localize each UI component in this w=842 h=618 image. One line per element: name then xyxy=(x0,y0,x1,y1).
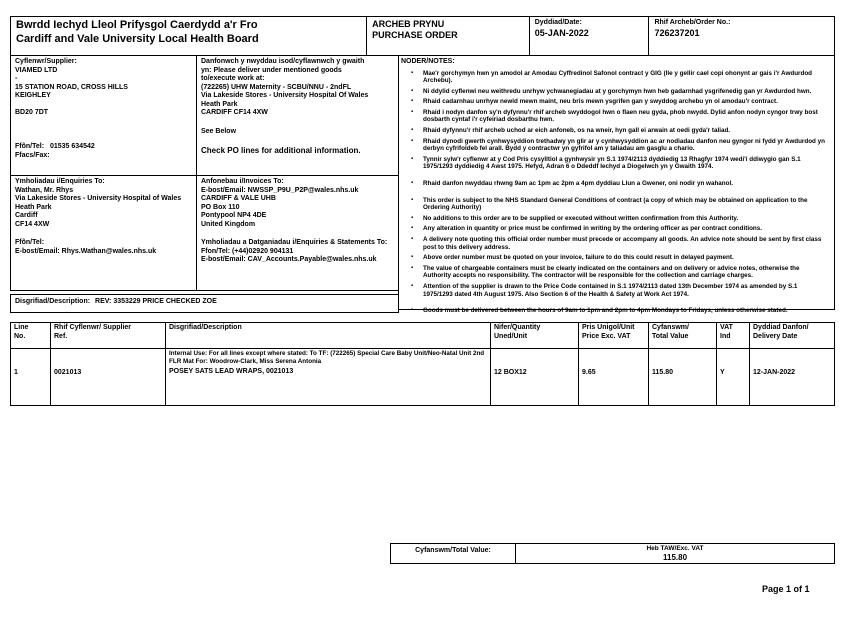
internal-use-note: FLR Mat For: Woodrow-Clark, Miss Serena Antonia xyxy=(169,357,322,365)
col-header-description: Disgrifiad/Description xyxy=(166,323,491,348)
bullet-icon: ▪ xyxy=(411,214,414,221)
cell-supplier-ref: 0021013 xyxy=(51,349,166,405)
order-date-block xyxy=(530,17,650,55)
supplier-postcode: BD20 7DT xyxy=(15,108,49,116)
invoices-address-line: Pontypool NP4 4DE xyxy=(201,212,267,219)
note-item: ▪ A delivery note quoting this official order number must precede or accompany all goods. An advice note should be sent by first class post to this delivery address. xyxy=(401,236,832,251)
invoices-address-line: PO Box 110 xyxy=(201,203,240,211)
col-header-supplier-ref: Rhif Cyflenwr/ Supplier Ref. xyxy=(51,323,166,348)
note-item: ▪ Ni ddylid cyflenwi neu weithredu unrhyw ychwanegiadau at y gorchymyn hwn heb gadarnhad ysgrifenedig gan yr Awdurdod hwn. xyxy=(401,88,832,96)
org-name-welsh: Bwrdd Iechyd Lleol Prifysgol Caerdydd a'r Fro xyxy=(16,19,258,31)
totals-value: 115.80 xyxy=(662,553,688,562)
supplier-address-line: KEIGHLEY xyxy=(15,92,51,99)
note-item: ▪ Attention of the supplier is drawn to the Price Code contained in S.1 1974/2113 dated 13th December 1974 as amended by S.1 1975/1293 dated 4th August 1975. Also Section 6 of the Health & Safety at Work Act 1974. xyxy=(401,283,832,298)
bullet-icon: ▪ xyxy=(411,155,414,162)
bullet-icon: ▪ xyxy=(411,225,414,232)
doc-title-english: PURCHASE ORDER xyxy=(372,30,458,40)
order-number-value: 726237201 xyxy=(654,27,700,38)
notes-label: NODER/NOTES: xyxy=(401,58,455,65)
enquiries-name: Wathan, Mr. Rhys xyxy=(15,186,74,194)
accounts-payable-email: E-bost/Email: CAV_Accounts.Payable@wales.nhs.uk xyxy=(201,256,377,263)
bullet-icon: ▪ xyxy=(411,98,414,105)
bullet-icon: ▪ xyxy=(411,180,414,187)
enquiries-box xyxy=(10,175,197,291)
supplier-fax-label: Ffacs/Fax: xyxy=(15,151,50,159)
col-header-total-value: Cyfanswm/ Total Value xyxy=(649,323,717,348)
supplier-phone xyxy=(15,143,192,152)
deliver-to-label: to/execute work at: xyxy=(201,75,265,82)
note-item: ▪ Rhaid cadarnhau unrhyw newid mewn maint, neu bris mewn ysgrifen gan y swyddog archebu yn ol amodau'r contract. xyxy=(401,98,832,106)
supplier-address-line: 15 STATION ROAD, CROSS HILLS xyxy=(15,83,128,91)
enquiries-email: E-bost/Email: Rhys.Wathan@wales.nhs.uk xyxy=(15,247,157,255)
col-header-delivery-date: Dyddiad Danfon/ Delivery Date xyxy=(753,324,809,340)
org-name-block xyxy=(11,17,367,55)
cell-line-no: 1 xyxy=(11,349,51,405)
totals-value-block xyxy=(516,544,834,563)
supplier-label: Cyflenwr/Supplier: xyxy=(15,58,77,65)
items-table-header-row xyxy=(11,323,834,349)
bullet-icon: ▪ xyxy=(411,264,414,271)
bullet-icon: ▪ xyxy=(411,236,414,242)
enquiries-address-line: Via Lakeside Stores - University Hospital of Wales xyxy=(15,195,182,202)
bullet-icon: ▪ xyxy=(411,87,414,94)
bullet-icon: ▪ xyxy=(411,108,414,115)
see-below-note: See Below xyxy=(201,127,237,135)
totals-label: Cyfanswm/Total Value: xyxy=(391,544,516,563)
bullet-icon: ▪ xyxy=(411,307,414,314)
invoices-email: E-bost/Email: NWSSP_P9U_P2P@wales.nhs.uk xyxy=(201,186,359,194)
table-row xyxy=(11,349,834,405)
internal-use-note: Internal Use: For all lines except where stated: To TF: (722265) Special Care Baby Unit/Neo-Natal Unit 2nd xyxy=(169,350,485,357)
supplier-phone-value: 01535 634542 xyxy=(49,143,95,150)
invoices-phone: Ffon/Tel: (+44)02920 904131 xyxy=(201,247,294,255)
header-strip xyxy=(10,16,835,56)
deliver-to-address-line: CARDIFF CF14 4XW xyxy=(201,109,268,116)
bullet-icon: ▪ xyxy=(411,196,414,203)
check-po-note: Check PO lines for additional information. xyxy=(201,146,361,155)
bullet-icon: ▪ xyxy=(411,127,414,134)
deliver-to-address-line: (722265) UHW Maternity - SCBU/NNU - 2ndFL xyxy=(201,83,352,91)
doc-title-welsh: ARCHEB PRYNU xyxy=(372,19,445,29)
order-number-block xyxy=(649,17,834,55)
bullet-icon: ▪ xyxy=(411,254,414,261)
org-name-english: Cardiff and Vale University Local Health Board xyxy=(16,32,259,45)
note-item: ▪ Mae'r gorchymyn hwn yn amodol ar Amodau Cyffredinol Safonol contract y GIG (lle y gellir cael copi ohonynt ar gais i'r Awdurdod Archebu). xyxy=(401,70,832,85)
note-item: ▪ Goods must be delivered between the hours of 9am to 1pm and 2pm to 4pm Mondays to Fridays, unless otherwise stated. xyxy=(401,307,832,315)
note-item: ▪ No additions to this order are to be supplied or executed without written confirmation from this Authority. xyxy=(401,215,832,223)
deliver-to-address-line: Via Lakeside Stores - University Hospital Of Wales xyxy=(201,92,369,99)
invoices-address-line: United Kingdom xyxy=(201,220,256,228)
cell-description xyxy=(166,349,491,405)
note-item: ▪ Rhaid dyfynnu'r rhif archeb uchod ar eich anfoneb, os na wneir, hyn gall ei arwain at oedi gyda'r taliad. xyxy=(401,127,832,135)
totals-row xyxy=(390,543,835,564)
bullet-icon: ▪ xyxy=(411,69,414,76)
notes-list xyxy=(401,70,832,315)
note-item: ▪ Tynnir sylw'r cyflenwr at y Cod Pris cysylltiol a gynhwysir yn S.1 1974/2113 dyddiedig 13 Rhagfyr 1974 wedi'i ddiwygio gan S.1 1975/1293 dyddiedig 4 Awst 1975. Hefyd, Adran 6 o Ddeddf Iechyd a Diogelwch yn y Gwaith 1974. xyxy=(401,156,832,171)
enquiries-address-line: CF14 4XW xyxy=(15,220,50,228)
deliver-to-address-line: Heath Park xyxy=(201,100,238,108)
col-header-line-no: Line No. xyxy=(11,323,51,348)
description-bar xyxy=(10,294,399,313)
deliver-to-label: yn: Please deliver under mentioned goods xyxy=(201,66,342,74)
enquiries-address-line: Cardiff xyxy=(15,212,38,219)
invoices-address-line: CARDIFF & VALE UHB xyxy=(201,195,276,202)
col-header-quantity: Nifer/Quantity Uned/Unit xyxy=(491,323,579,348)
totals-sub-label: Heb TAW/Exc. VAT xyxy=(646,545,704,552)
deliver-to-box xyxy=(196,55,399,176)
col-header-vat-ind: VAT Ind xyxy=(717,323,750,348)
supplier-phone-label: Ffôn/Tel: xyxy=(15,143,45,150)
bullet-icon: ▪ xyxy=(411,137,414,144)
statements-label: Ymholiadau a Datganiadau i/Enquiries & Statements To: xyxy=(201,239,388,246)
bullet-icon: ▪ xyxy=(411,282,414,289)
col-header-unit-price: Pris Unigol/Unit Price Exc. VAT xyxy=(579,323,649,348)
order-date-label: Dyddiad/Date: xyxy=(534,19,582,26)
invoices-label: Anfonebau i/Invoices To: xyxy=(201,178,284,185)
order-date-value: 05-JAN-2022 xyxy=(534,27,589,38)
note-item: ▪ Rhaid i nodyn danfon sy'n dyfynnu'r rhif archeb swyddogol hwn o flaen neu gyda, phob nwydd. Dylid anfon nodyn cyngor trwy bost dosbarth cyntaf i'r cyfeiriad dosbarthu hwn. xyxy=(401,109,832,124)
note-item: ▪ This order is subject to the NHS Standard General Conditions of contract (a copy of which may be obtained on application to the Ordering Authority) xyxy=(401,197,832,212)
note-item: ▪ Any alteration in quantity or price must be confirmed in writing by the ordering officer as per contract conditions. xyxy=(401,225,832,233)
note-item: ▪ Above order number must be quoted on your invoice, failure to do this could result in delayed payment. xyxy=(401,254,832,262)
cell-delivery-date: 12-JAN-2022 xyxy=(753,369,796,376)
cell-vat-ind: Y xyxy=(717,349,750,405)
cell-unit-price: 9.65 xyxy=(579,349,649,405)
items-table xyxy=(10,322,835,406)
supplier-box xyxy=(10,55,197,176)
supplier-name: VIAMED LTD xyxy=(15,66,58,74)
page-number: Page 1 of 1 xyxy=(762,584,810,594)
note-item: ▪ The value of chargeable containers must be clearly indicated on the containers and on delivery or advice notes, otherwise the Authority accepts no responsibility. The contractor will be responsible for the collection and carriage charges. xyxy=(401,265,832,280)
enquiries-label: Ymholiadau i/Enquiries To: xyxy=(15,178,105,185)
cell-quantity: 12 BOX12 xyxy=(491,349,579,405)
note-item: ▪ Rhaid danfon nwyddau rhwng 9am ac 1pm ac 2pm a 4pm dyddiau Llun a Gwener, oni nodir yn wahanol. xyxy=(401,180,832,188)
notes-box xyxy=(398,55,835,315)
enquiries-address-line: Heath Park xyxy=(15,203,52,211)
supplier-address-line: - xyxy=(15,75,18,82)
description-bar-value: REV: 3353229 PRICE CHECKED ZOE xyxy=(95,298,217,305)
order-number-label: Rhif Archeb/Order No.: xyxy=(654,19,731,26)
item-description: POSEY SATS LEAD WRAPS, 0021013 xyxy=(169,368,294,376)
deliver-to-label: Danfonwch y nwyddau isod/cyflawnwch y gwaith xyxy=(201,58,365,65)
description-bar-label: Disgrifiad/Description: xyxy=(15,298,91,305)
doc-title-block xyxy=(367,17,530,55)
invoices-box xyxy=(196,175,399,291)
cell-total-value: 115.80 xyxy=(649,349,717,405)
note-item: ▪ Rhaid dynodi gwerth cynhwysyddion trethadwy yn glir ar y cynhwysyddion ac ar nodiadau danfon neu gyngor ni fydd yr Awdurdod yn derbyn cyfrifoldeb fel arall. Bydd y contractwr yn gyfrifol am y taliadau am gasglu a chario. xyxy=(401,138,832,153)
enquiries-phone-label: Ffôn/Tel: xyxy=(15,239,45,246)
